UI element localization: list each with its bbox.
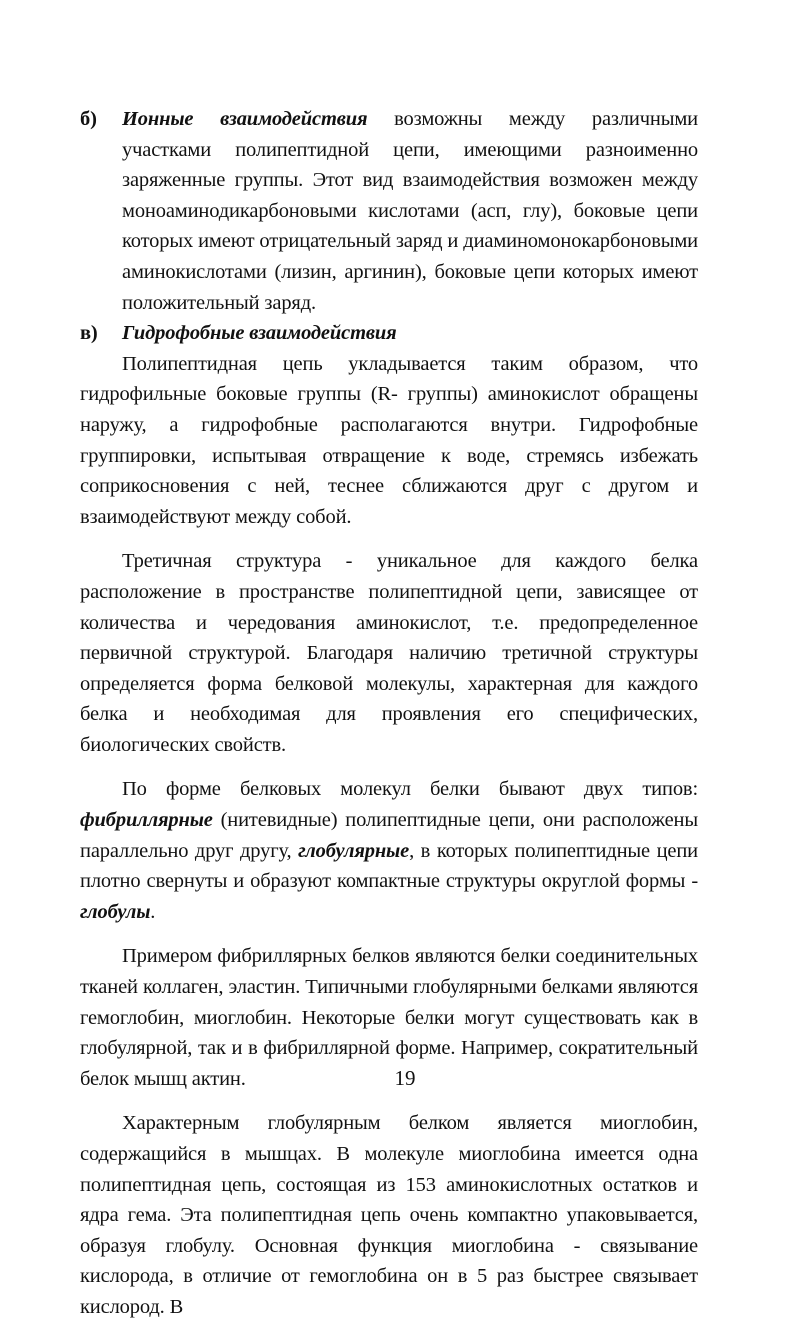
shape-text-1: По форме белковых молекул белки бывают двух типов: <box>122 778 698 801</box>
shape-text-4: . <box>150 900 156 923</box>
list-item-ionic <box>80 104 698 318</box>
page-number: 19 <box>394 1066 416 1090</box>
term-fibrillar: фибриллярные <box>80 809 213 832</box>
term-globular: глобулярные <box>298 839 410 862</box>
term-globules: глобулы <box>80 900 151 923</box>
shape-text-3: , в которых полипептидные цепи плотно свернуты и образуют компактные структуры округлой формы - <box>80 839 698 893</box>
list-marker: в) <box>80 322 98 345</box>
paragraph-myoglobin: Характерным глобулярным белком является миоглобин, содержащийся в мышцах. В молекуле миоглобина имеется одна полипептидная цепь, состоящая из 153 аминокислотных остатков и ядра гема. Эта полипептидная цепь очень компактно упаковывается, образуя глобулу. Основная функция миоглобина - связывание кислорода, в отличие от гемоглобина он в 5 раз быстрее связывает кислород. В <box>80 1112 698 1318</box>
list-item-hydrophobic <box>80 318 698 349</box>
shape-text-2: (нитевидные) полипептидные цепи, они расположены параллельно друг другу, <box>80 809 698 862</box>
list-marker: б) <box>80 108 97 130</box>
term-hydrophobic-interactions: Гидрофобные взаимодействия <box>122 322 397 345</box>
paragraph-protein-shapes <box>80 774 698 927</box>
term-ionic-interactions: Ионные взаимодействия <box>122 108 368 130</box>
paragraph-tertiary-structure: Третичная структура - уникальное для каждого белка расположение в пространстве полипептидной цепи, зависящее от количества и чередования аминокислот, т.е. предопределенное первичной структурой. Благодаря наличию третичной структуры определяется форма белковой молекулы, характерная для каждого белка и необходимая для проявления его специфических, биологических свойств. <box>80 550 698 756</box>
page-text <box>80 104 698 1323</box>
paragraph-hydrophobic: Полипептидная цепь укладывается таким образом, что гидрофильные боковые группы (R- группы) аминокислот обращены наружу, а гидрофобные располагаются внутри. Гидрофобные группировки, испытывая отвращение к воде, стремясь избежать соприкосновения с ней, теснее сближаются друг с другом и взаимодействуют между собой. <box>80 352 698 528</box>
ionic-description: возможны между различными участками полипептидной цепи, имеющими разноименно заряженные группы. Этот вид взаимодействия возможен между моноаминодикарбоновыми кислотами (асп, глу), боковые цепи которых имеют отрицательный заряд и диаминомонокарбоновыми аминокислотами (лизин, аргинин), боковые цепи которых имеют положительный заряд. <box>122 108 698 314</box>
paragraph-examples: Примером фибриллярных белков являются белки соединительных тканей коллаген, эластин. Типичными глобулярными белками являются гемоглобин, миоглобин. Некоторые белки могут существовать как в глобулярной, так и в фибриллярной форме. Например, сократительный белок мышц актин. <box>80 945 698 1090</box>
